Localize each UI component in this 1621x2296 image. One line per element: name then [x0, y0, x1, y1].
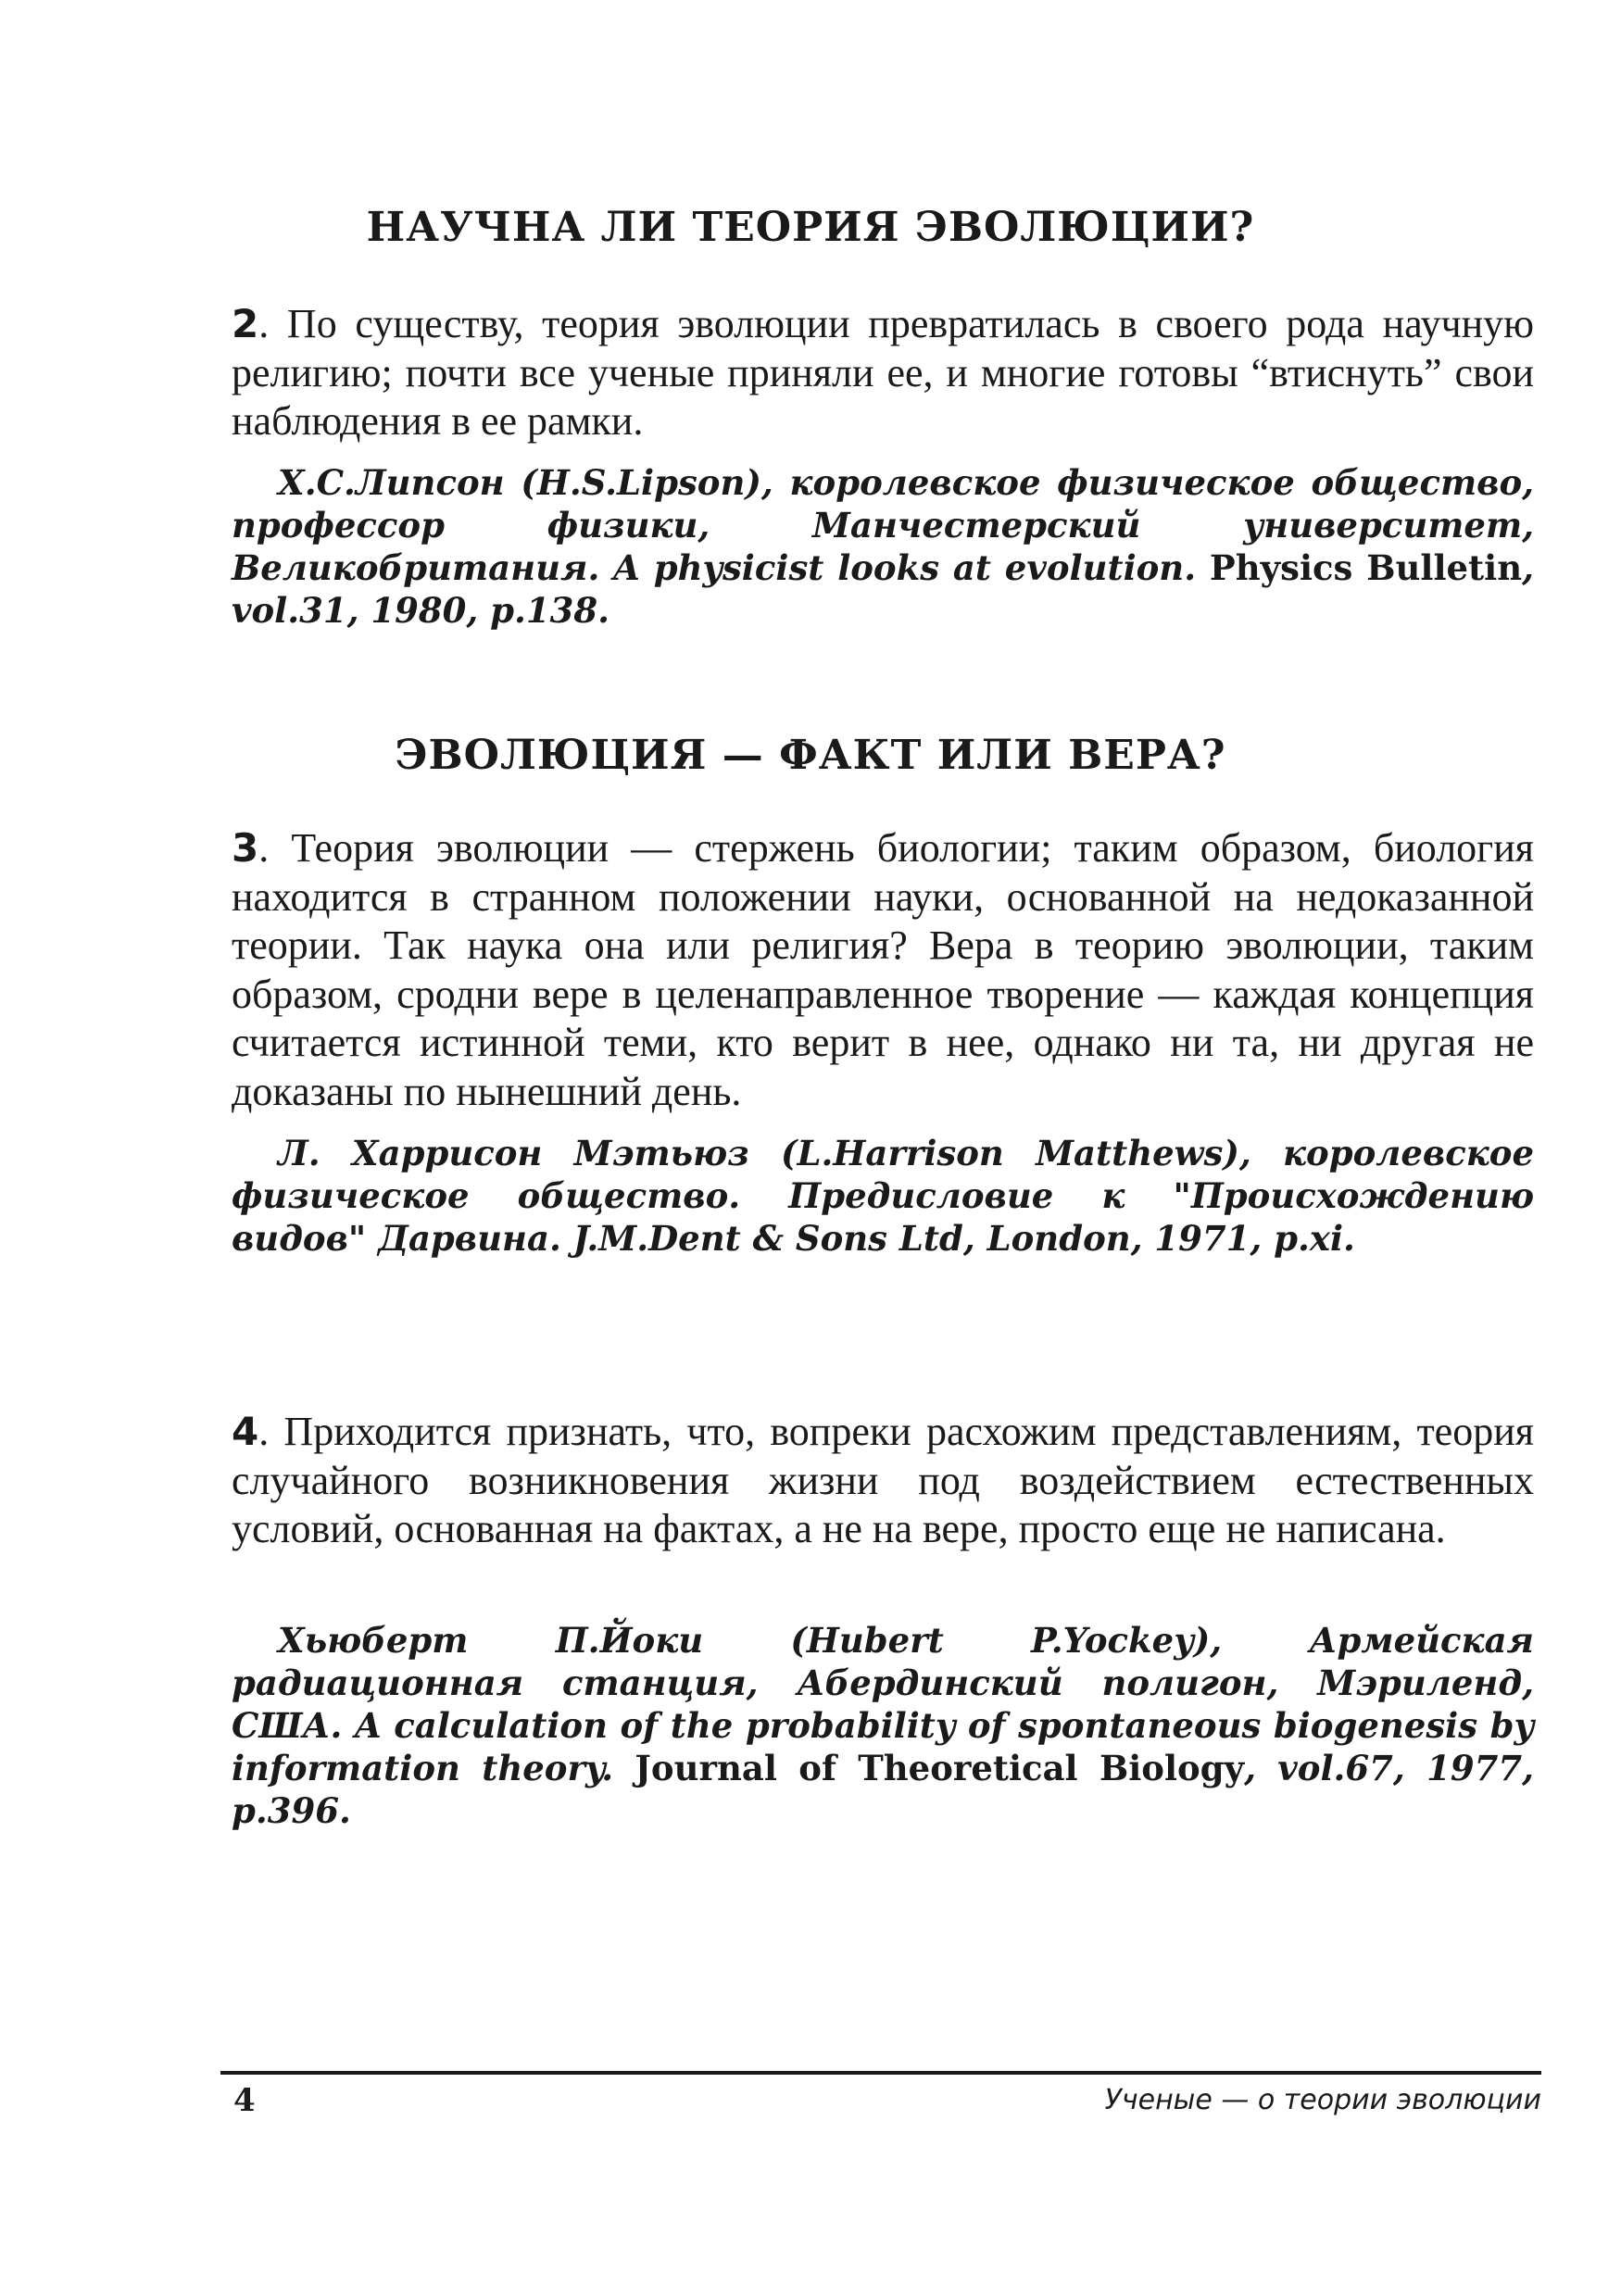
quote-text: . По существу, теория эволюции превратилась в своего рода научную религию; почти все ученые приняли ее, и многие готовы “втиснуть” свои наблюдения в ее рамки.	[232, 301, 1534, 444]
journal-title: Physics Bulletin	[1209, 547, 1523, 588]
citation-text: Хьюберт П.Йоки (Hubert P.Yockey), Армейская радиационная станция, Абердинский полигон, Мэриленд, США. A calculation of the probability of spontaneous biogenesis by information theory.	[232, 1620, 1534, 1788]
quote-number: 3	[232, 825, 259, 871]
section-heading: ЭВОЛЮЦИЯ — ФАКТ ИЛИ ВЕРА?	[395, 732, 1226, 779]
citation	[232, 461, 1534, 632]
footer-rule	[220, 2071, 1541, 2075]
citation-tail: , vol.31, 1980, p.138.	[232, 547, 1534, 631]
page-number: 4	[233, 2082, 256, 2119]
quote-paragraph	[232, 1408, 1534, 1554]
quote-text: . Теория эволюции — стержень биологии; таким образом, биология находится в странном положении науки, основанной на недоказанной теории. Так наука она или религия? Вера в теорию эволюции, таким образом, сродни вере в целенаправленное творение — каждая концепция считается истинной теми, кто верит в нее, однако ни та, ни другая не доказаны по нынешний день.	[232, 825, 1534, 1114]
quote-number: 2	[232, 301, 259, 346]
citation-text: Х.С.Липсон (H.S.Lipson), королевское физическое общество, профессор физики, Манчестерский университет, Великобритания. A physicist looks at evolution.	[232, 462, 1534, 588]
journal-title: Journal of Theoretical Biology	[635, 1748, 1245, 1788]
quote-paragraph	[232, 824, 1534, 1116]
citation-tail: , vol.67, 1977, p.396.	[232, 1748, 1534, 1831]
section-heading: НАУЧНА ЛИ ТЕОРИЯ ЭВОЛЮЦИИ?	[366, 204, 1255, 251]
quote-text: . Приходится признать, что, вопреки расхожим представлениям, теория случайного возникновения жизни под воздействием естественных условий, основанная на фактах, а не на вере, просто еще не написана.	[232, 1409, 1534, 1551]
citation	[232, 1619, 1534, 1832]
quote-paragraph	[232, 300, 1534, 446]
citation: Л. Харрисон Мэтьюз (L.Harrison Matthews), королевское физическое общество. Предисловие к "Происхождению видов" Дарвина. J.M.Dent & Sons Ltd, London, 1971, p.xi.	[232, 1133, 1534, 1259]
quote-number: 4	[232, 1409, 259, 1454]
running-title: Ученые — о теории эволюции	[1104, 2084, 1541, 2116]
